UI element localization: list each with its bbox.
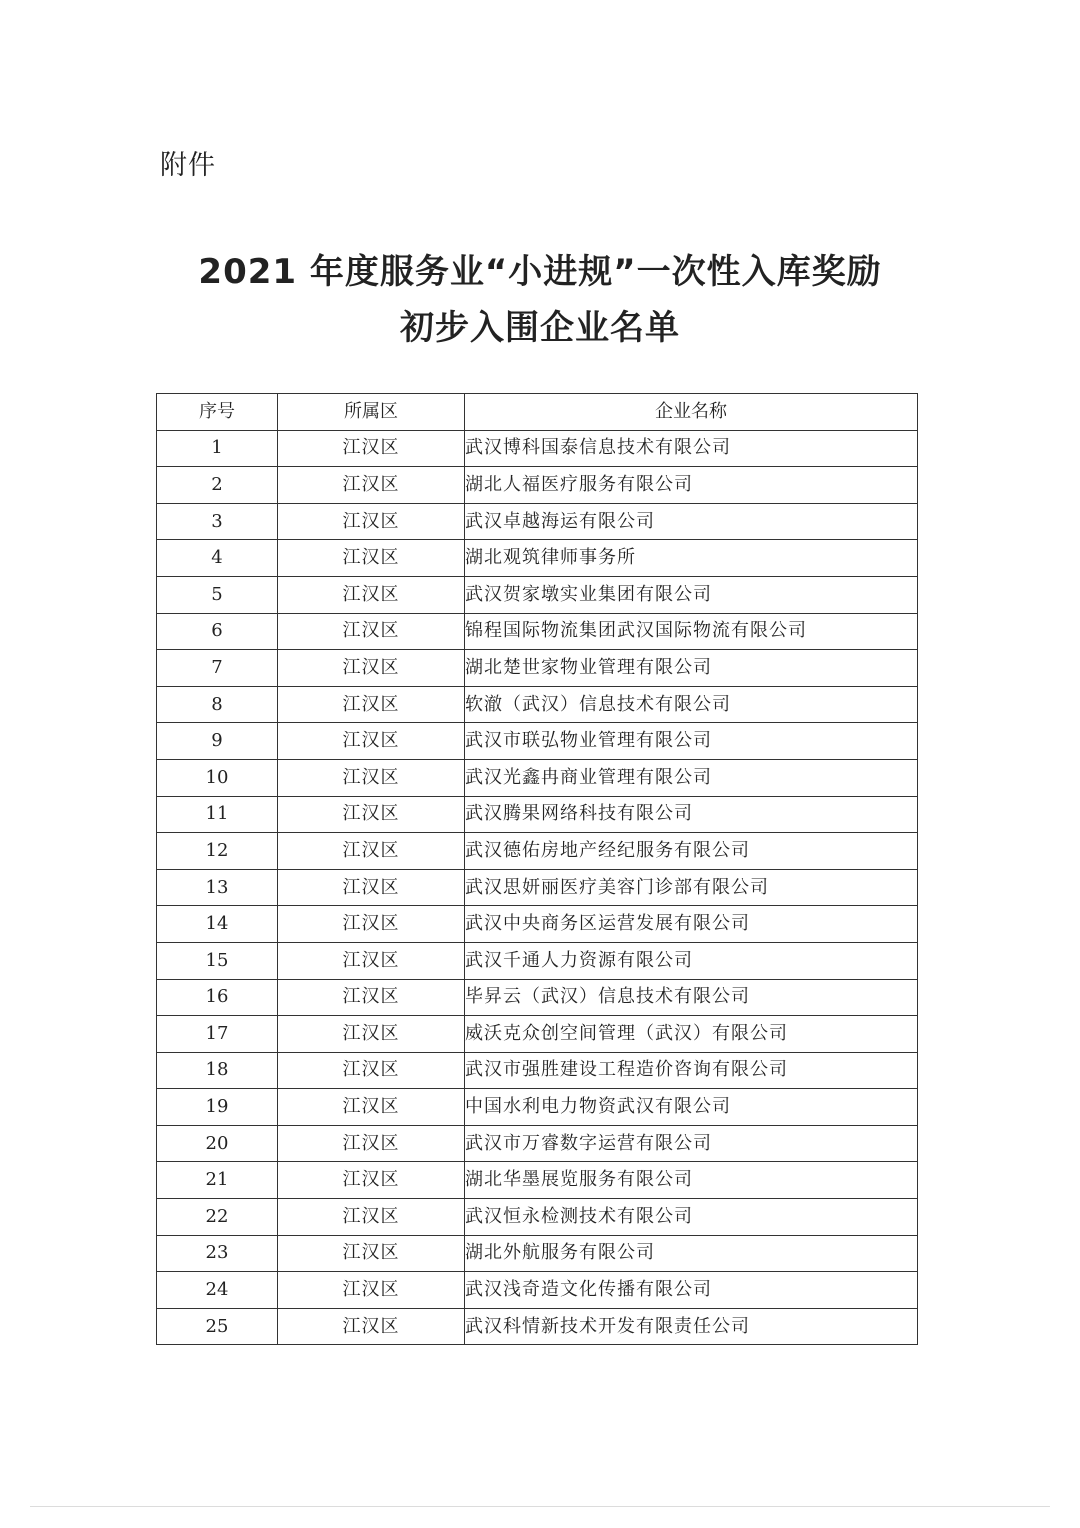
row-district: 江汉区 bbox=[278, 796, 465, 833]
row-district: 江汉区 bbox=[278, 650, 465, 687]
row-seq: 11 bbox=[157, 796, 278, 833]
attachment-label: 附件 bbox=[160, 150, 216, 181]
row-company-name: 武汉千通人力资源有限公司 bbox=[465, 942, 918, 979]
row-district: 江汉区 bbox=[278, 906, 465, 943]
row-seq: 19 bbox=[157, 1089, 278, 1126]
row-district: 江汉区 bbox=[278, 1089, 465, 1126]
row-company-name: 武汉卓越海运有限公司 bbox=[465, 503, 918, 540]
row-district: 江汉区 bbox=[278, 1125, 465, 1162]
table-row bbox=[157, 503, 918, 540]
table-row bbox=[157, 650, 918, 687]
table-row bbox=[157, 796, 918, 833]
row-seq: 2 bbox=[157, 467, 278, 504]
table-body bbox=[157, 430, 918, 1345]
row-company-name: 武汉德佑房地产经纪服务有限公司 bbox=[465, 833, 918, 870]
row-company-name: 湖北人福医疗服务有限公司 bbox=[465, 467, 918, 504]
row-seq: 5 bbox=[157, 576, 278, 613]
row-district: 江汉区 bbox=[278, 1162, 465, 1199]
row-company-name: 武汉恒永检测技术有限公司 bbox=[465, 1199, 918, 1236]
row-seq: 15 bbox=[157, 942, 278, 979]
table-row bbox=[157, 833, 918, 870]
row-seq: 18 bbox=[157, 1052, 278, 1089]
row-seq: 20 bbox=[157, 1125, 278, 1162]
row-company-name: 湖北华墨展览服务有限公司 bbox=[465, 1162, 918, 1199]
row-district: 江汉区 bbox=[278, 723, 465, 760]
header-company-name: 企业名称 bbox=[465, 394, 918, 431]
row-seq: 25 bbox=[157, 1308, 278, 1345]
row-district: 江汉区 bbox=[278, 759, 465, 796]
table-row bbox=[157, 1235, 918, 1272]
table-row bbox=[157, 1016, 918, 1053]
table-row bbox=[157, 613, 918, 650]
row-district: 江汉区 bbox=[278, 467, 465, 504]
row-seq: 14 bbox=[157, 906, 278, 943]
table-row bbox=[157, 1272, 918, 1309]
row-company-name: 武汉中央商务区运营发展有限公司 bbox=[465, 906, 918, 943]
row-district: 江汉区 bbox=[278, 1052, 465, 1089]
row-seq: 9 bbox=[157, 723, 278, 760]
row-company-name: 武汉市联弘物业管理有限公司 bbox=[465, 723, 918, 760]
row-district: 江汉区 bbox=[278, 686, 465, 723]
row-district: 江汉区 bbox=[278, 833, 465, 870]
row-company-name: 武汉腾果网络科技有限公司 bbox=[465, 796, 918, 833]
table-row bbox=[157, 1308, 918, 1345]
row-district: 江汉区 bbox=[278, 1308, 465, 1345]
table-row bbox=[157, 576, 918, 613]
table-row bbox=[157, 1089, 918, 1126]
row-company-name: 武汉博科国泰信息技术有限公司 bbox=[465, 430, 918, 467]
row-company-name: 毕昇云（武汉）信息技术有限公司 bbox=[465, 979, 918, 1016]
row-seq: 3 bbox=[157, 503, 278, 540]
table-row bbox=[157, 1125, 918, 1162]
table-row bbox=[157, 723, 918, 760]
row-company-name: 武汉浅奇造文化传播有限公司 bbox=[465, 1272, 918, 1309]
row-company-name: 湖北楚世家物业管理有限公司 bbox=[465, 650, 918, 687]
row-company-name: 武汉思妍丽医疗美容门诊部有限公司 bbox=[465, 869, 918, 906]
table-row bbox=[157, 430, 918, 467]
row-district: 江汉区 bbox=[278, 1016, 465, 1053]
row-company-name: 武汉光鑫冉商业管理有限公司 bbox=[465, 759, 918, 796]
row-company-name: 武汉贺家墩实业集团有限公司 bbox=[465, 576, 918, 613]
row-seq: 6 bbox=[157, 613, 278, 650]
table-header-row bbox=[157, 394, 918, 431]
row-district: 江汉区 bbox=[278, 1272, 465, 1309]
row-company-name: 锦程国际物流集团武汉国际物流有限公司 bbox=[465, 613, 918, 650]
row-district: 江汉区 bbox=[278, 613, 465, 650]
row-district: 江汉区 bbox=[278, 869, 465, 906]
enterprise-list-table bbox=[156, 393, 918, 1345]
row-district: 江汉区 bbox=[278, 576, 465, 613]
row-seq: 17 bbox=[157, 1016, 278, 1053]
page-bottom-rule bbox=[30, 1506, 1050, 1507]
row-seq: 13 bbox=[157, 869, 278, 906]
row-district: 江汉区 bbox=[278, 1199, 465, 1236]
table-row bbox=[157, 467, 918, 504]
row-company-name: 软澈（武汉）信息技术有限公司 bbox=[465, 686, 918, 723]
row-seq: 21 bbox=[157, 1162, 278, 1199]
table-row bbox=[157, 1162, 918, 1199]
header-district: 所属区 bbox=[278, 394, 465, 431]
row-district: 江汉区 bbox=[278, 942, 465, 979]
row-seq: 10 bbox=[157, 759, 278, 796]
table-row bbox=[157, 540, 918, 577]
row-seq: 22 bbox=[157, 1199, 278, 1236]
row-seq: 12 bbox=[157, 833, 278, 870]
row-district: 江汉区 bbox=[278, 503, 465, 540]
row-company-name: 湖北外航服务有限公司 bbox=[465, 1235, 918, 1272]
row-seq: 7 bbox=[157, 650, 278, 687]
row-district: 江汉区 bbox=[278, 430, 465, 467]
row-company-name: 武汉市强胜建设工程造价咨询有限公司 bbox=[465, 1052, 918, 1089]
table-row bbox=[157, 686, 918, 723]
row-district: 江汉区 bbox=[278, 979, 465, 1016]
table-row bbox=[157, 1199, 918, 1236]
table-row bbox=[157, 1052, 918, 1089]
row-company-name: 湖北观筑律师事务所 bbox=[465, 540, 918, 577]
row-company-name: 中国水利电力物资武汉有限公司 bbox=[465, 1089, 918, 1126]
row-seq: 1 bbox=[157, 430, 278, 467]
table-row bbox=[157, 869, 918, 906]
row-seq: 4 bbox=[157, 540, 278, 577]
table-row bbox=[157, 942, 918, 979]
table-row bbox=[157, 759, 918, 796]
row-district: 江汉区 bbox=[278, 540, 465, 577]
header-seq: 序号 bbox=[157, 394, 278, 431]
row-company-name: 武汉市万睿数字运营有限公司 bbox=[465, 1125, 918, 1162]
document-title-line-2: 初步入围企业名单 bbox=[400, 308, 680, 348]
document-title-line-1: 2021 年度服务业“小进规”一次性入库奖励 bbox=[198, 252, 882, 292]
row-seq: 8 bbox=[157, 686, 278, 723]
row-seq: 24 bbox=[157, 1272, 278, 1309]
row-seq: 23 bbox=[157, 1235, 278, 1272]
row-seq: 16 bbox=[157, 979, 278, 1016]
row-company-name: 威沃克众创空间管理（武汉）有限公司 bbox=[465, 1016, 918, 1053]
row-district: 江汉区 bbox=[278, 1235, 465, 1272]
row-company-name: 武汉科情新技术开发有限责任公司 bbox=[465, 1308, 918, 1345]
table-row bbox=[157, 979, 918, 1016]
table-row bbox=[157, 906, 918, 943]
